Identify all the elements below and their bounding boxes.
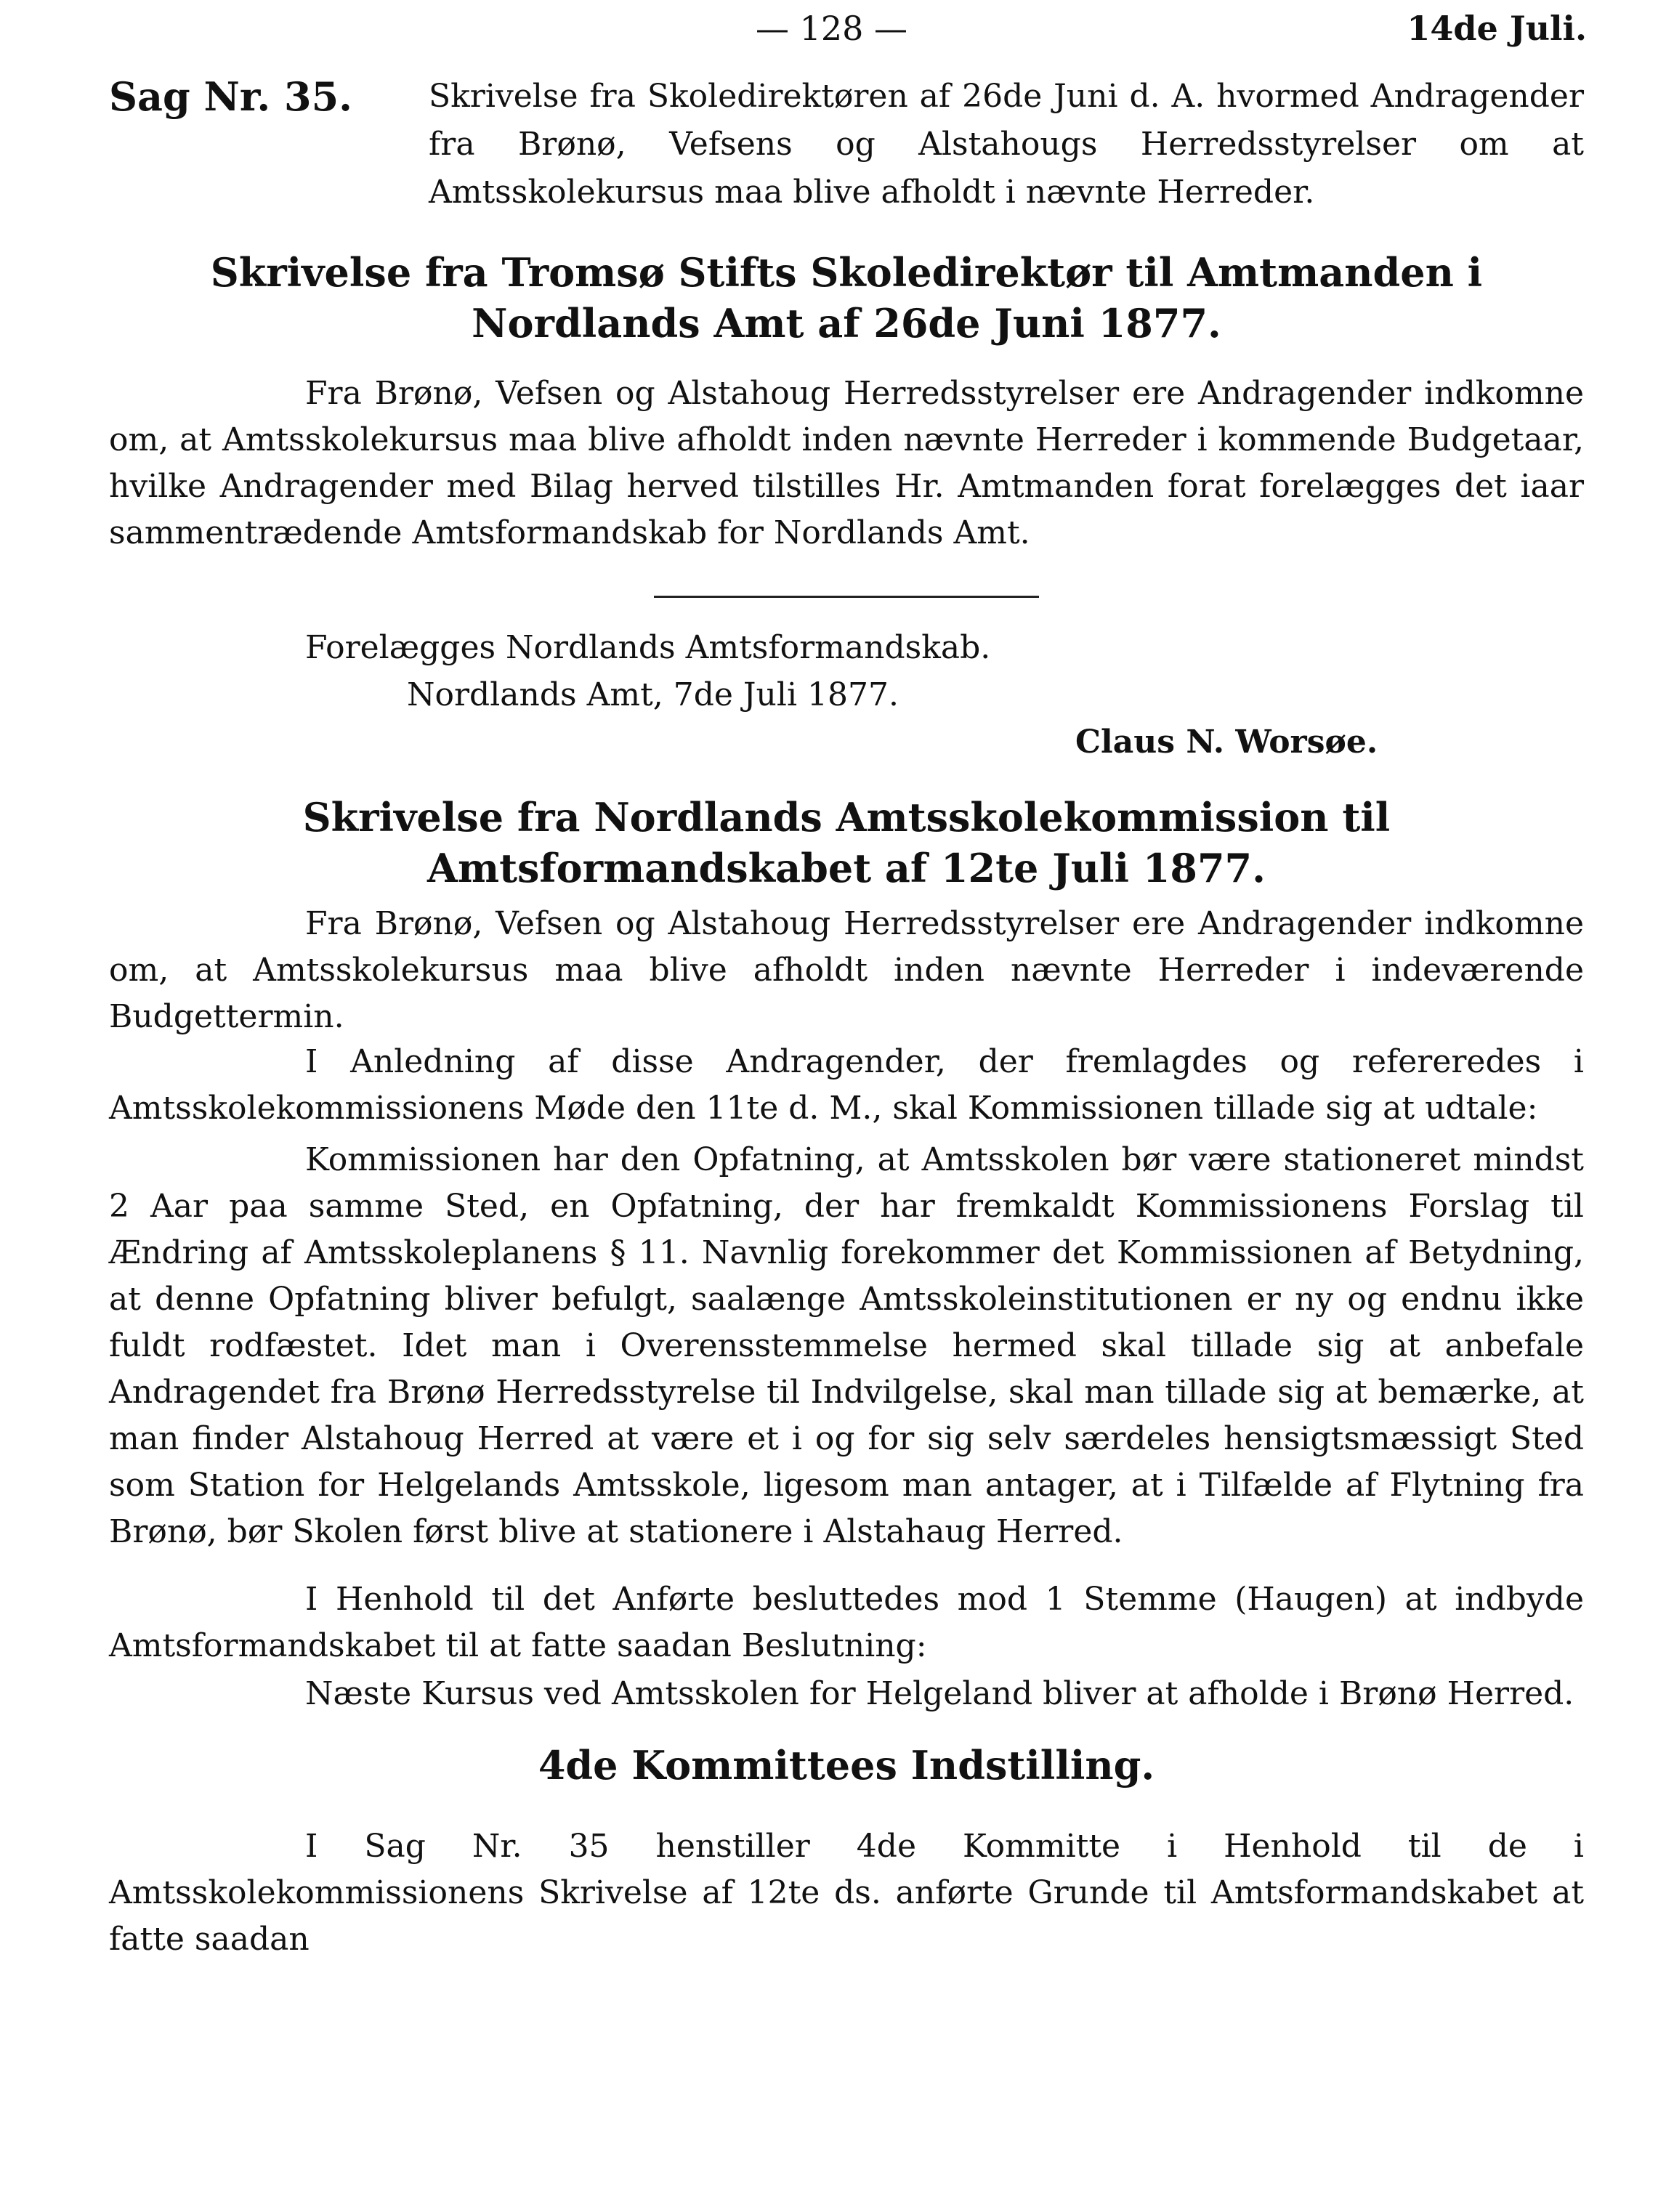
section2-paragraph-4: I Henhold til det Anførte besluttedes mod 1 Stemme (Haugen) at indbyde Amtsformandskabet til at fatte saadan Beslutning: xyxy=(109,1581,1584,1664)
section1-paragraph: Fra Brønø, Vefsen og Alstahoug Herredsstyrelser ere Andragender indkomne om, at Amtsskolekursus maa blive afholdt inden nævnte Herreder i kommende Budgetaar, hvilke Andragender med Bilag herved tilstilles Hr. Amtmanden forat forelægges det iaar sammentrædende Amtsformandskab for Nordlands Amt. xyxy=(109,375,1584,551)
running-header-date: 14de Juli. xyxy=(1407,9,1587,48)
section2-paragraph-2: I Anledning af disse Andragender, der fremlagdes og refereredes i Amtsskolekommissionens Møde den 11te d. M., skal Kommissionen tillade sig at udtale: xyxy=(109,1043,1584,1127)
section3-paragraph: I Sag Nr. 35 henstiller 4de Kommitte i Henhold til de i Amtsskolekommissionens Skrivelse af 12te ds. anførte Grunde til Amtsformandskabet at fatte saadan xyxy=(109,1828,1584,1958)
case-entry xyxy=(109,73,1584,216)
case-label: Sag Nr. 35. xyxy=(109,73,352,120)
section2-paragraph-3: Kommissionen har den Opfatning, at Amtsskolen bør være stationeret mindst 2 Aar paa samme Sted, en Opfatning, der har fremkaldt Kommissionens Forslag til Ændring af Amtsskoleplanens § 11. Navnlig forekommer det Kommissionen af Betydning, at denne Opfatning bliver befulgt, saalænge Amtsskoleinstitutionen er ny og endnu ikke fuldt rodfæstet. Idet man i Overensstemmelse hermed skal tillade sig at anbefale Andragendet fra Brønø Herredsstyrelse til Indvilgelse, skal man tillade sig at bemærke, at man finder Alstahoug Herred at være et i og for sig selv særdeles hensigtsmæssigt Sted som Station for Helgelands Amtsskole, ligesom man antager, at i Tilfælde af Flytning fra Brønø, bør Skolen først blive at stationere i Alstahaug Herred. xyxy=(109,1141,1584,1550)
section-heading-3: 4de Kommittees Indstilling. xyxy=(538,1742,1155,1788)
place-date-line: Nordlands Amt, 7de Juli 1877. xyxy=(407,676,899,713)
section2-resolution: Næste Kursus ved Amtsskolen for Helgeland bliver at afholde i Brønø Herred. xyxy=(305,1675,1574,1712)
section-heading-1: Skrivelse fra Tromsø Stifts Skoledirektør til Amtmanden i Nordlands Amt af 26de Juni 1877. xyxy=(210,249,1483,347)
signature: Claus N. Worsøe. xyxy=(1075,724,1378,761)
separator-rule xyxy=(654,596,1039,598)
page-number: — 128 — xyxy=(756,9,908,48)
section-heading-2: Skrivelse fra Nordlands Amtsskolekommission til Amtsformandskabet af 12te Juli 1877. xyxy=(302,794,1391,891)
forelagges-line: Forelægges Nordlands Amtsformandskab. xyxy=(305,629,991,666)
case-description: Skrivelse fra Skoledirektøren af 26de Juni d. A. hvormed Andragender fra Brønø, Vefsens og Alstahougs Herredsstyrelser om at Amtsskolekursus maa blive afholdt i nævnte Herreder. xyxy=(429,78,1584,211)
section2-paragraph-1: Fra Brønø, Vefsen og Alstahoug Herredsstyrelser ere Andragender indkomne om, at Amtsskolekursus maa blive afholdt inden nævnte Herreder i indeværende Budgettermin. xyxy=(109,905,1584,1035)
